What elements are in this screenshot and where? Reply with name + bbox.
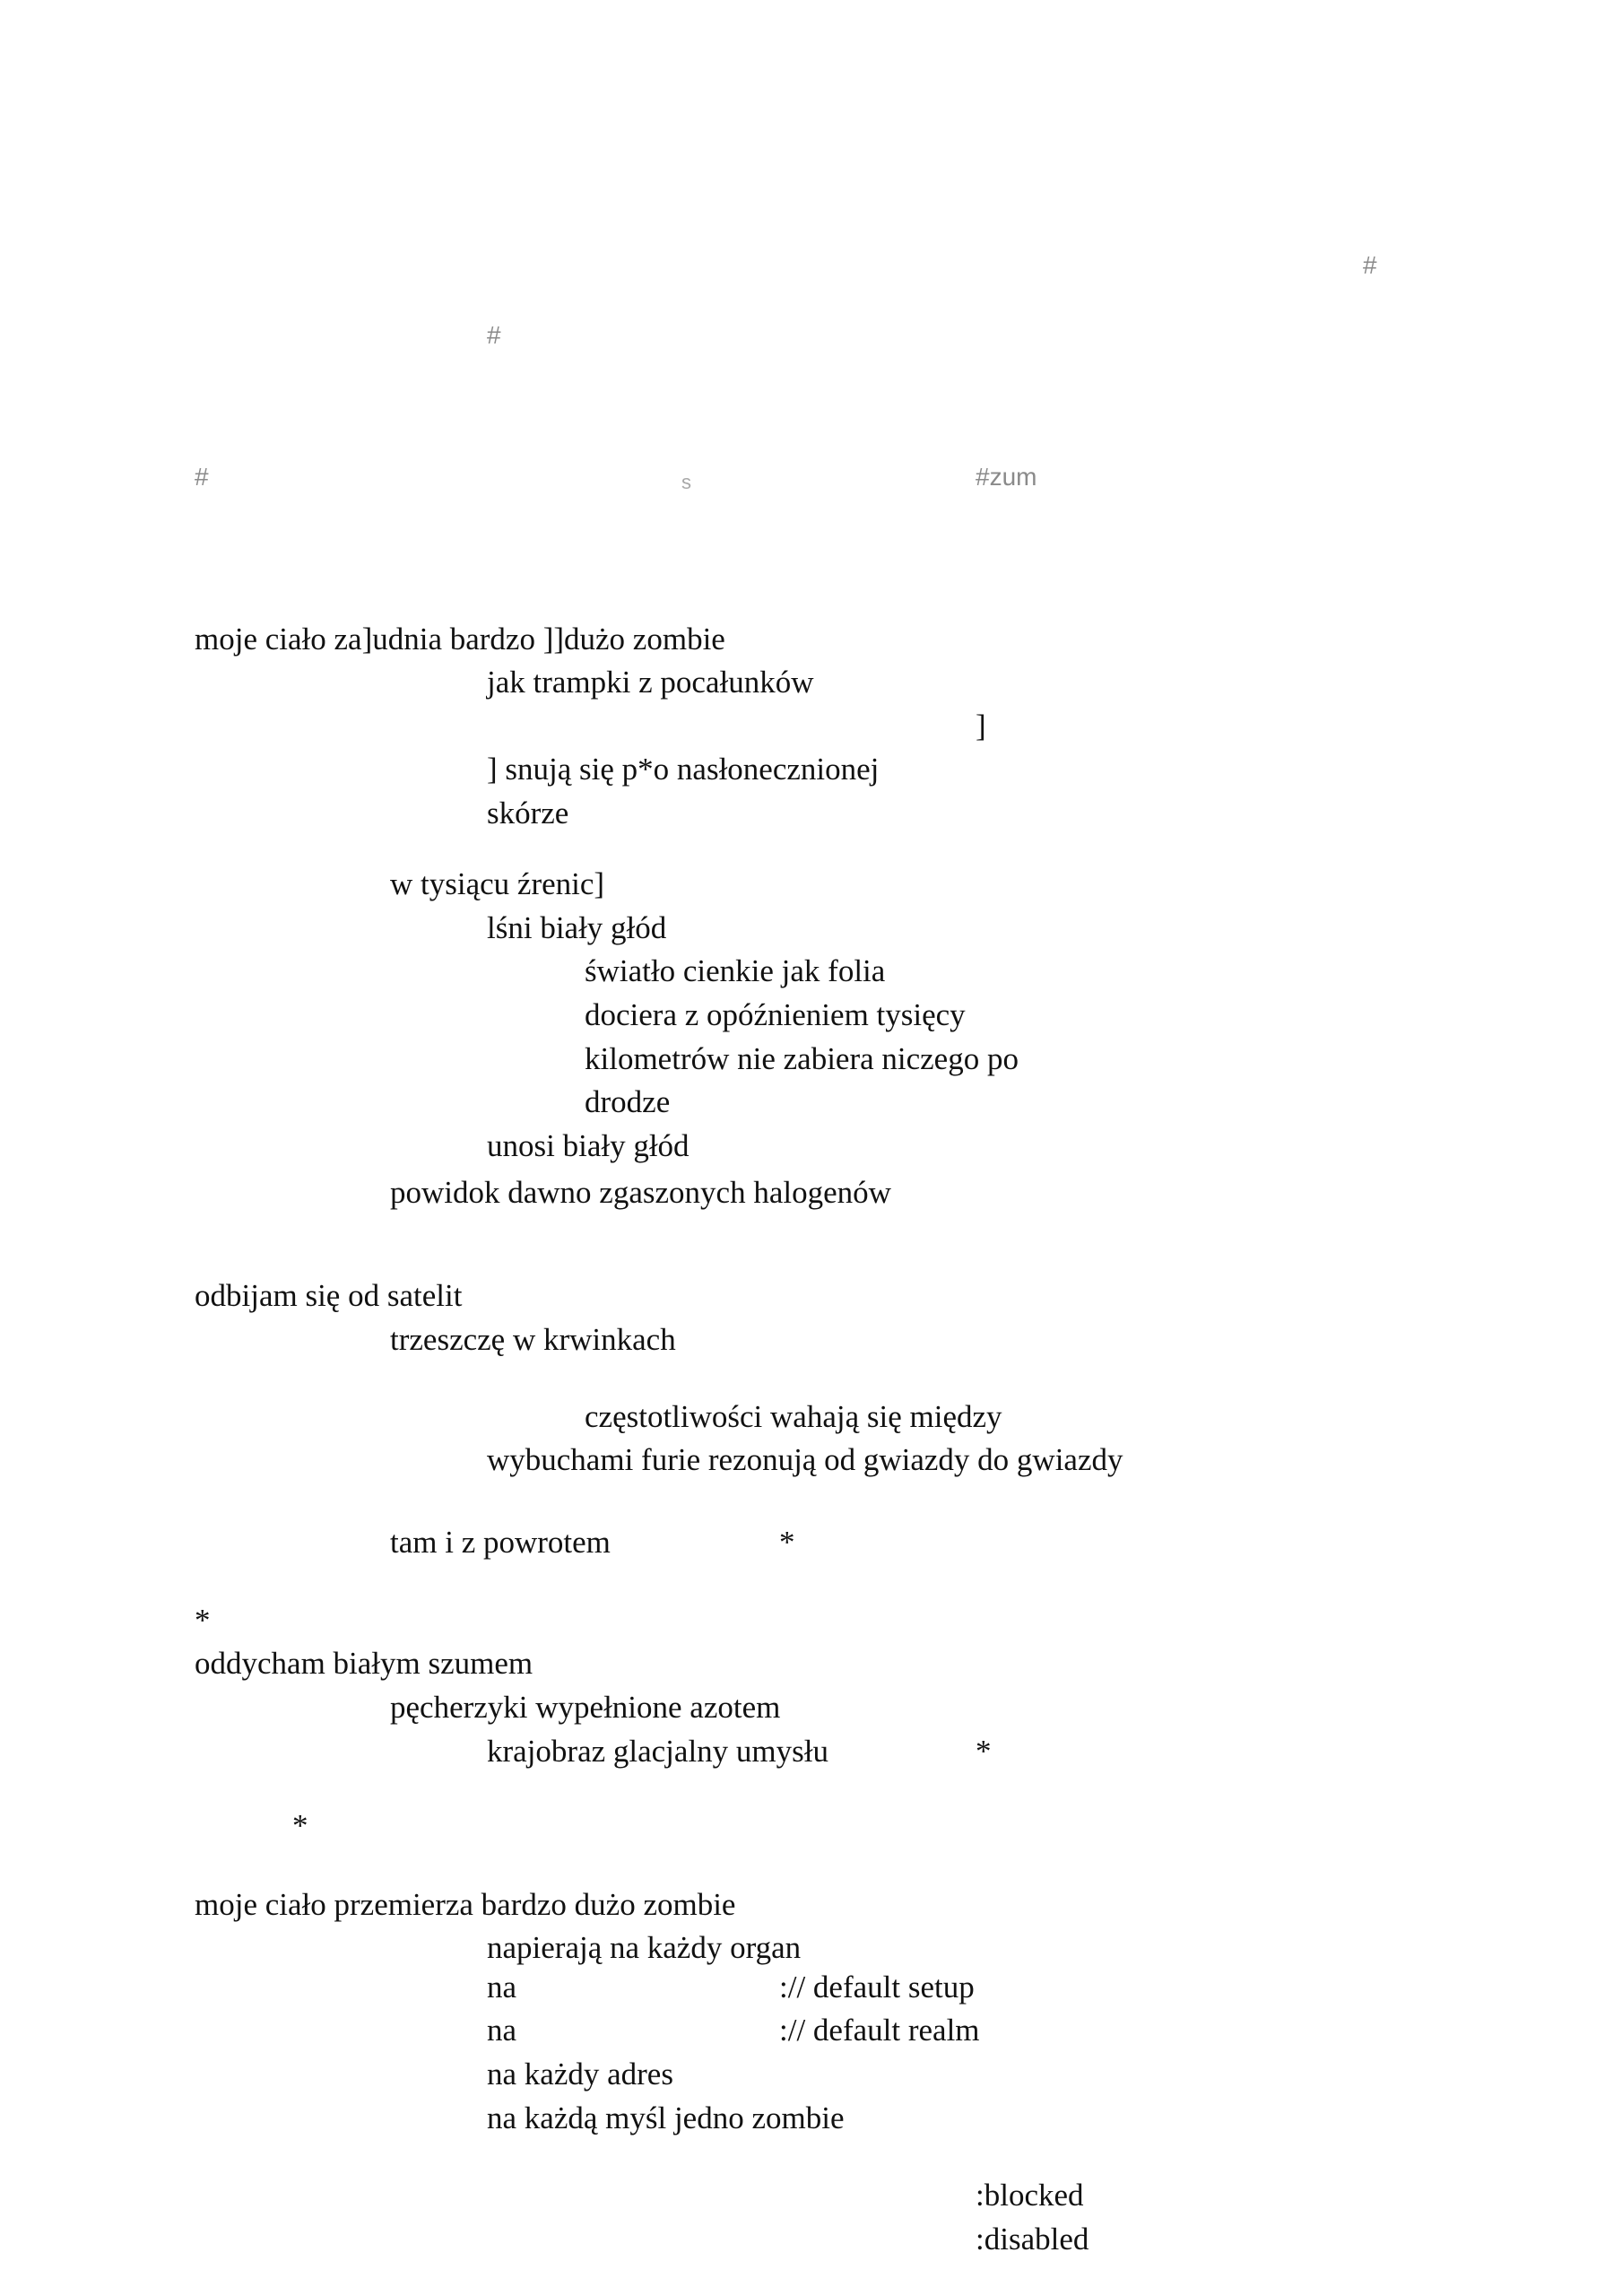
poem-line: trzeszczę w krwinkach xyxy=(390,1322,676,1357)
poem-line: kilometrów nie zabiera niczego po xyxy=(585,1041,1019,1076)
poem-line: światło cienkie jak folia xyxy=(585,953,886,988)
asterisk-mark: * xyxy=(779,1525,795,1560)
poem-line-url: :// default setup xyxy=(779,1970,975,2005)
status-disabled: :disabled xyxy=(976,2222,1089,2257)
poem-line: jak trampki z pocałunków xyxy=(487,665,814,700)
hash-mark-upper: # xyxy=(487,321,501,349)
poem-line: dociera z opóźnieniem tysięcy xyxy=(585,997,966,1032)
poem-line: napierają na każdy organ xyxy=(487,1930,802,1965)
poem-line: krajobraz glacjalny umysłu xyxy=(487,1734,828,1769)
poem-line: odbijam się od satelit xyxy=(195,1278,463,1313)
poem-line: moje ciało za]udnia bardzo ]]dużo zombie xyxy=(195,622,725,657)
poem-line: częstotliwości wahają się między xyxy=(585,1399,1002,1434)
poem-bracket: ] xyxy=(976,709,986,744)
poem-line-url: :// default realm xyxy=(779,2013,980,2048)
poem-line: pęcherzyki wypełnione azotem xyxy=(390,1690,781,1725)
asterisk-mark: * xyxy=(195,1603,211,1638)
asterisk-mark: * xyxy=(292,1808,308,1843)
poem-line: na każdą myśl jedno zombie xyxy=(487,2100,845,2135)
poem-line: unosi biały głód xyxy=(487,1128,690,1163)
hash-zum-mark: #zum xyxy=(976,463,1037,491)
poem-line: na xyxy=(487,1970,517,2005)
poem-line: ] snują się p*o nasłonecznionej xyxy=(487,752,880,787)
poem-line: drodze xyxy=(585,1084,671,1119)
poem-line: w tysiącu źrenic] xyxy=(390,866,605,901)
small-s-mark: s xyxy=(681,471,691,493)
hash-mark-left: # xyxy=(195,463,209,491)
hash-mark-top-right: # xyxy=(1363,251,1377,279)
poem-line: moje ciało przemierza bardzo dużo zombie xyxy=(195,1887,736,1922)
asterisk-mark: * xyxy=(976,1734,992,1769)
poem-line: tam i z powrotem xyxy=(390,1525,611,1560)
poem-line: lśni biały głód xyxy=(487,910,667,945)
poem-line: na xyxy=(487,2013,517,2048)
poem-line: wybuchami furie rezonują od gwiazdy do gwiazdy xyxy=(487,1442,1123,1477)
poem-line: powidok dawno zgaszonych halogenów xyxy=(390,1175,891,1210)
status-blocked: :blocked xyxy=(976,2178,1084,2213)
poem-line: skórze xyxy=(487,796,569,831)
poem-line: na każdy adres xyxy=(487,2057,673,2092)
poem-line: oddycham białym szumem xyxy=(195,1646,533,1681)
